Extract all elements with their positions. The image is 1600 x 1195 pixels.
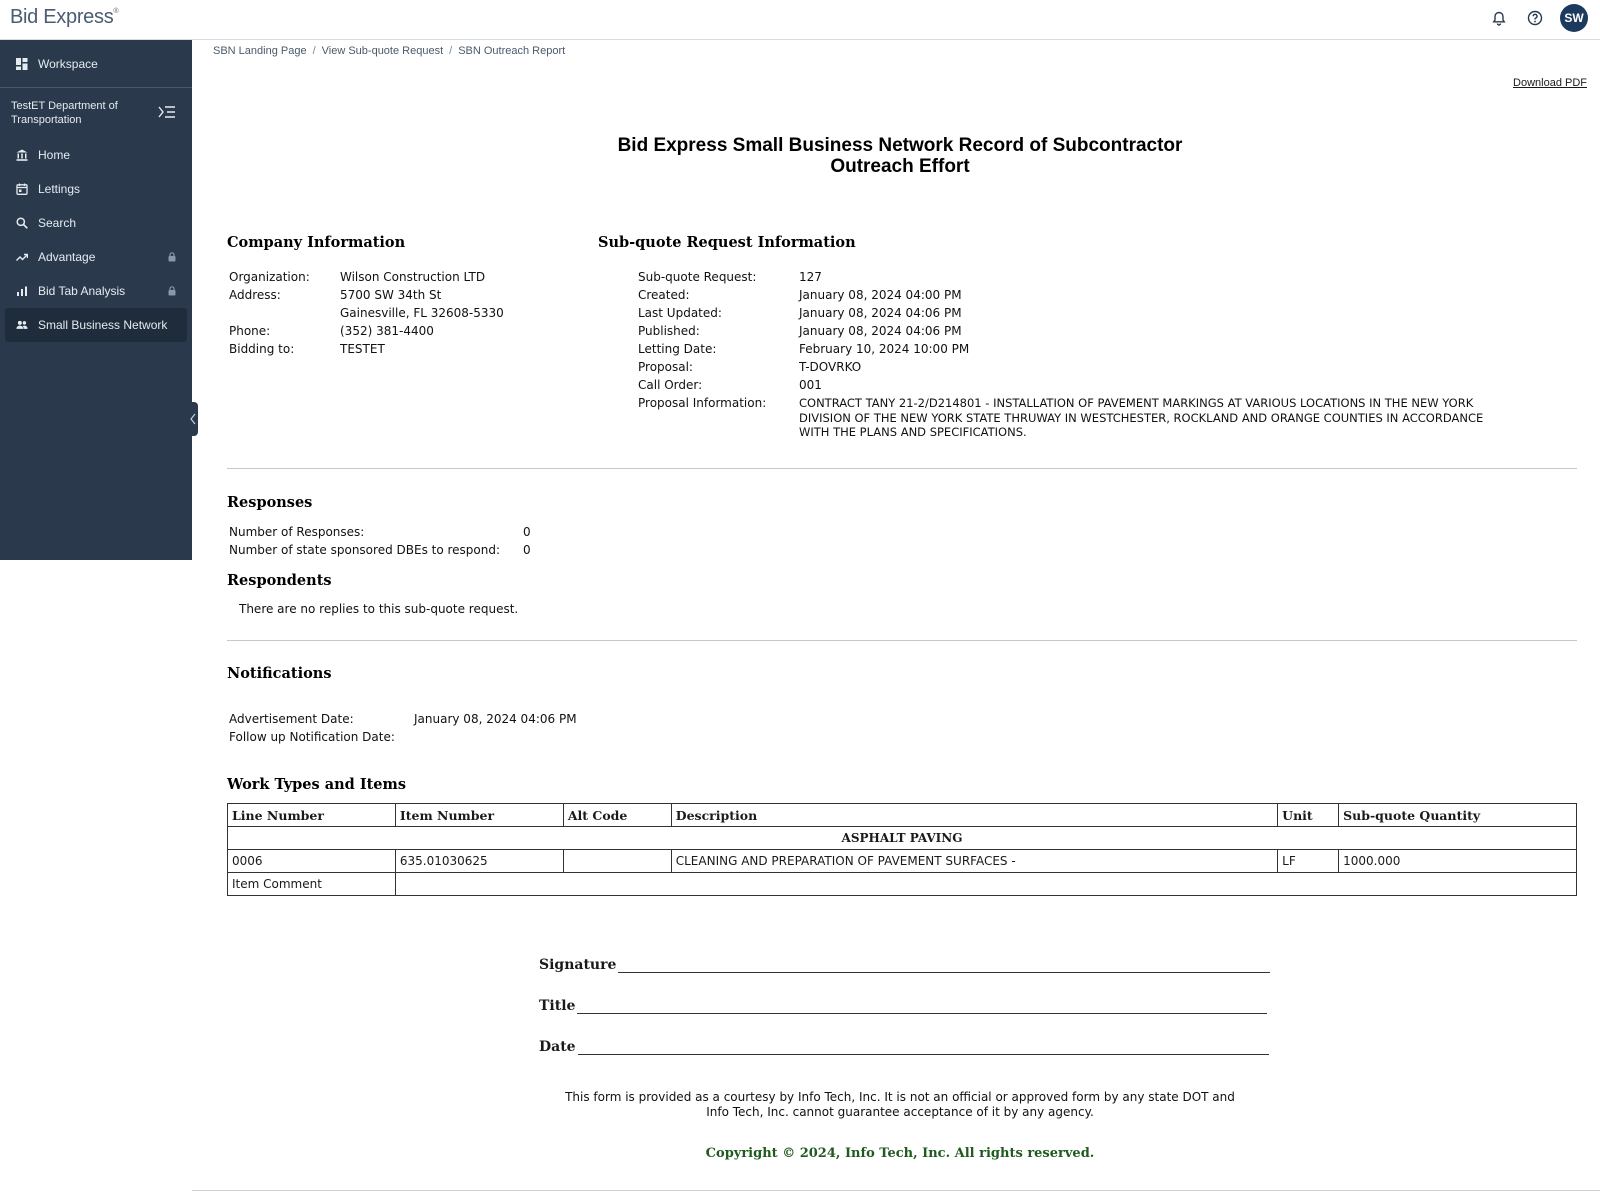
item-comment-label: Item Comment [228, 873, 396, 896]
organization-label: Organization: [229, 270, 310, 284]
responses-info [229, 523, 531, 559]
call-order-label: Call Order: [638, 378, 703, 392]
report-title-line1: Bid Express Small Business Network Record of Subcontractor [617, 135, 1183, 156]
sidebar-item-advantage[interactable] [0, 240, 192, 274]
top-bar [0, 0, 1600, 40]
letting-date-label: Letting Date: [638, 342, 717, 356]
notifications-heading: Notifications [227, 665, 332, 682]
calendar-icon [16, 183, 28, 195]
proposal-info-label: Proposal Information: [638, 396, 767, 410]
respondents-heading: Respondents [227, 572, 332, 589]
breadcrumb-view-subquote[interactable]: View Sub-quote Request [321, 45, 444, 57]
last-updated-label: Last Updated: [638, 306, 722, 320]
sidebar-collapse-handle[interactable] [188, 402, 198, 436]
disclaimer-line: Info Tech, Inc. cannot guarantee acceptance of it by any agency. [706, 1105, 1094, 1119]
column-header: Description [671, 804, 1277, 827]
sidebar [0, 40, 192, 560]
sidebar-item-bid-tab-analysis[interactable] [0, 274, 192, 308]
bidding-to-label: Bidding to: [229, 342, 295, 356]
sidebar-item-label: Search [38, 216, 77, 230]
divider [227, 640, 1577, 641]
bank-icon [16, 149, 28, 161]
item-number-cell: 635.01030625 [395, 850, 563, 873]
published-value: January 08, 2024 04:06 PM [799, 324, 962, 338]
subquote-info-heading: Sub-quote Request Information [598, 234, 856, 251]
work-types-heading: Work Types and Items [227, 776, 407, 793]
proposal-info-value [799, 394, 1483, 440]
responses-heading: Responses [227, 494, 313, 511]
published-label: Published: [638, 324, 700, 338]
work-type-group: ASPHALT PAVING [228, 827, 1577, 850]
sidebar-item-workspace[interactable] [0, 40, 192, 88]
disclaimer-line: This form is provided as a courtesy by Info Tech, Inc. It is not an official or approved form by any state DOT and [565, 1090, 1235, 1104]
notifications-info [229, 710, 577, 746]
call-order-value: 001 [799, 378, 822, 392]
copyright: Copyright © 2024, Info Tech, Inc. All rights reserved. [705, 1146, 1095, 1161]
created-value: January 08, 2024 04:00 PM [799, 288, 962, 302]
advertisement-date-value: January 08, 2024 04:06 PM [414, 712, 577, 726]
logo-registered-mark: ® [113, 8, 119, 15]
signature-line [539, 957, 1270, 973]
followup-date-label: Follow up Notification Date: [229, 730, 395, 744]
letting-date-value: February 10, 2024 10:00 PM [799, 342, 970, 356]
bell-icon[interactable] [1488, 7, 1510, 29]
sidebar-item-label: Small Business Network [38, 318, 168, 332]
address-line1: 5700 SW 34th St [340, 288, 442, 302]
subquote-request-label: Sub-quote Request: [638, 270, 757, 284]
breadcrumb-sbn-landing[interactable]: SBN Landing Page [213, 45, 307, 57]
sidebar-item-small-business-network[interactable] [5, 308, 187, 342]
no-replies-text: There are no replies to this sub-quote request. [239, 602, 519, 616]
proposal-info-line: CONTRACT TANY 21-2/D214801 - INSTALLATION OF PAVEMENT MARKINGS AT VARIOUS LOCATIONS IN THE NEW YORK [799, 396, 1474, 410]
proposal-label: Proposal: [638, 360, 693, 374]
menu-collapse-icon[interactable] [158, 106, 176, 122]
column-header: Item Number [395, 804, 563, 827]
advertisement-date-label: Advertisement Date: [229, 712, 354, 726]
table-header-row [228, 804, 1577, 827]
sidebar-item-lettings[interactable] [0, 172, 192, 206]
logo-text: Bid Express [10, 6, 114, 28]
date-underline [578, 1041, 1269, 1055]
num-dbe-value: 0 [523, 543, 531, 557]
sidebar-item-search[interactable] [0, 206, 192, 240]
item-comment-row [228, 873, 1577, 896]
num-responses-label: Number of Responses: [229, 525, 365, 539]
date-label: Date [539, 1039, 576, 1055]
address-label: Address: [229, 288, 281, 302]
alt-code-cell [563, 850, 671, 873]
app-logo[interactable] [10, 6, 118, 29]
report-title [580, 135, 1220, 177]
proposal-value: T-DOVRKO [799, 360, 862, 374]
download-pdf-link[interactable]: Download PDF [1513, 77, 1587, 89]
title-line [539, 998, 1267, 1014]
breadcrumb-outreach-report: SBN Outreach Report [458, 45, 566, 57]
bar-chart-icon [16, 285, 28, 297]
report-title-line2: Outreach Effort [830, 156, 970, 177]
breadcrumb [213, 45, 565, 57]
date-line [539, 1039, 1269, 1055]
title-underline [577, 1000, 1267, 1014]
avatar[interactable] [1560, 4, 1588, 32]
description-cell: CLEANING AND PREPARATION OF PAVEMENT SURFACES - [671, 850, 1277, 873]
breadcrumb-separator: / [449, 45, 453, 57]
search-icon [16, 217, 28, 229]
line-number-cell: 0006 [228, 850, 396, 873]
sidebar-item-label: Home [38, 148, 71, 162]
trending-icon [16, 251, 28, 263]
sidebar-item-label: Bid Tab Analysis [38, 284, 126, 298]
column-header: Alt Code [563, 804, 671, 827]
department-label: TestET Department of Transportation [11, 100, 118, 126]
column-header: Line Number [228, 804, 396, 827]
breadcrumb-separator: / [312, 45, 316, 57]
dashboard-icon [16, 58, 28, 70]
department-name [0, 88, 192, 138]
column-header: Unit [1278, 804, 1339, 827]
sidebar-item-label: Advantage [38, 250, 96, 264]
address-line2: Gainesville, FL 32608-5330 [340, 306, 504, 320]
proposal-info-line: WITH THE PLANS AND SPECIFICATIONS. [799, 425, 1027, 439]
created-label: Created: [638, 288, 690, 302]
avatar-initials: SW [1564, 11, 1584, 25]
organization-value: Wilson Construction LTD [340, 270, 486, 284]
top-icons [1488, 4, 1588, 32]
sidebar-item-label: Workspace [38, 56, 98, 71]
item-comment-value [395, 873, 1576, 896]
num-responses-value: 0 [523, 525, 531, 539]
last-updated-value: January 08, 2024 04:06 PM [799, 306, 962, 320]
num-dbe-label: Number of state sponsored DBEs to respond: [229, 543, 501, 557]
work-types-table [227, 803, 1577, 896]
bidding-to-value: TESTET [340, 342, 385, 356]
title-label: Title [539, 998, 576, 1014]
people-icon [16, 319, 28, 331]
phone-value: (352) 381-4400 [340, 324, 434, 338]
subquote-request-value: 127 [799, 270, 822, 284]
chevron-left-icon [190, 413, 196, 425]
disclaimer [540, 1090, 1260, 1120]
unit-cell: LF [1278, 850, 1339, 873]
phone-label: Phone: [229, 324, 271, 338]
table-row [228, 850, 1577, 873]
company-info [229, 268, 504, 358]
lock-icon [168, 251, 176, 265]
proposal-info-line: DIVISION OF THE NEW YORK STATE THRUWAY IN WESTCHESTER, ROCKLAND AND ORANGE COUNTIES IN ACCORDANCE [799, 410, 1484, 425]
divider [192, 1190, 1600, 1191]
lock-icon [168, 285, 176, 299]
subquote-info [638, 268, 1483, 440]
table-group-row [228, 827, 1577, 850]
sidebar-item-label: Lettings [38, 182, 81, 196]
column-header: Sub-quote Quantity [1339, 804, 1577, 827]
signature-label: Signature [539, 957, 617, 973]
sidebar-item-home[interactable] [0, 138, 192, 172]
signature-underline [618, 959, 1270, 973]
divider [227, 468, 1577, 469]
help-icon[interactable] [1524, 7, 1546, 29]
company-info-heading: Company Information [227, 234, 406, 251]
quantity-cell: 1000.000 [1339, 850, 1577, 873]
